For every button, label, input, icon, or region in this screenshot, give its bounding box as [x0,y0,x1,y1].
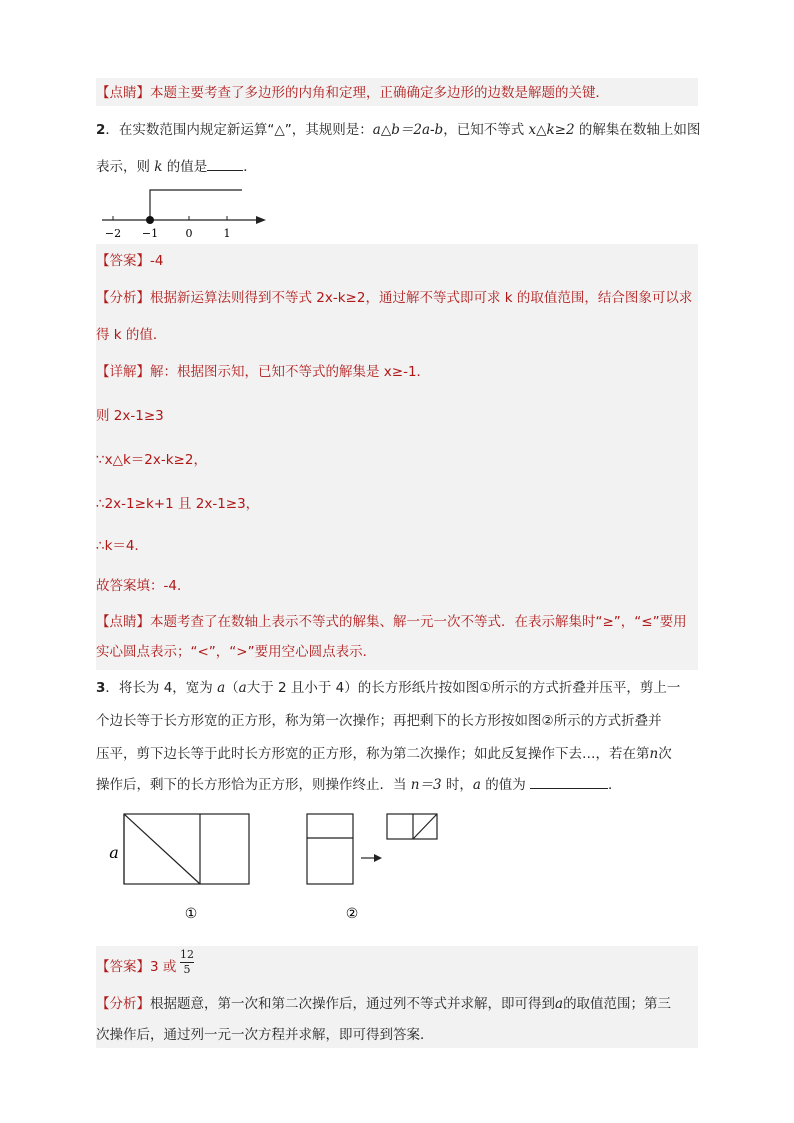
q2-text-c: 的解集在数轴上如图 [574,122,701,138]
analysis2-text1: 根据新运算法则得到不等式 2x-k≥2，通过解不等式即可求 k 的取值范围，结合图象可以求 [150,290,693,306]
analysis3-text-b: 的取值范围；第三 [563,996,672,1012]
q2-text-end: ． [243,159,257,175]
q2-text-b: ，已知不等式 [443,122,529,138]
q3-line3 [96,745,672,763]
ans2-value: -4 [150,253,164,269]
arrow-icon [374,854,382,862]
detail2-line [96,363,430,381]
q3-var-a: a [238,680,247,696]
note2-line1 [96,613,687,631]
tick-label: −1 [141,227,159,240]
ans3-line [96,958,176,976]
tick-label: −2 [104,227,122,240]
q3-text-c: 大于 2 且小于 4）的长方形纸片按如图①所示的方式折叠并压平，剪上一 [246,680,681,696]
q3-number: 3 [96,680,106,696]
analysis2-line1 [96,289,692,307]
detail2-text: 解：根据图示知，已知不等式的解集是 x≥-1． [150,364,431,380]
figure-2 [300,806,450,926]
number-line-figure [96,180,276,242]
ans3-tag: 【答案】 [96,959,150,975]
step-line: 故答案填：-4． [96,578,191,594]
q2-number: 2 [96,122,106,138]
note1-tag: 【点睛】 [96,85,150,101]
q3-line2: 个边长等于长方形宽的正方形，称为第一次操作；再把剩下的长方形按如图②所示的方式折叠并 [96,713,662,729]
fig1-caption: ① [184,906,198,922]
note1-body: 本题主要考查了多边形的内角和定理，正确确定多边形的边数是解题的关键． [150,85,609,101]
q3-text-f: 操作后，剩下的长方形恰为正方形，则操作终止．当 [96,777,411,793]
analysis3-tag: 【分析】 [96,996,150,1012]
note2-text1: 本题考查了在数轴上表示不等式的解集、解一元一次不等式．在表示解集时“≥”，“≤”要用 [150,614,687,630]
figure-1 [100,806,260,926]
q2-text-d: 表示，则 [96,159,155,175]
q3-text-a: ．将长为 4，宽为 [105,680,218,696]
ans3-text: 3 或 [150,959,177,975]
q3-var-n: n [649,746,659,762]
analysis3-text-a: 根据题意，第一次和第二次操作后，通过列不等式并求解，即可得到 [150,996,555,1012]
q3-text-end: ． [608,777,622,793]
q2-text-a: ．在实数范围内规定新运算“△”，其规则是： [105,122,373,138]
q2-inequality: x△k≥2 [528,122,575,138]
analysis3-line1 [96,995,671,1013]
q2-line2 [96,158,257,176]
q3-n-equals: n＝3 [410,777,442,793]
step-line: ∴k＝4． [96,538,148,554]
solution-ray [150,190,242,220]
q3-answer-blank [530,788,608,789]
fraction-numerator: 12 [180,948,194,961]
step-line: ∴2x-1≥k+1 且 2x-1≥3， [96,496,260,512]
fig2-caption: ② [345,906,359,922]
q3-line1 [96,679,680,697]
q3-text-g: 时， [441,777,473,793]
q2-answer-blank [207,170,243,171]
note1-text [96,84,609,102]
step-line: ∵x△k＝2x-k≥2， [96,452,207,468]
q3-var-a: a [472,777,481,793]
q2-text-e: 的值是 [162,159,208,175]
analysis3-var-a: a [555,996,564,1012]
q3-text-d: 压平，剪下边长等于此时长方形宽的正方形，称为第二次操作；如此反复操作下去…，若在第 [96,746,650,762]
ans2-tag: 【答案】 [96,253,150,269]
tick-label: 1 [223,227,231,240]
q3-text-e: 次 [658,746,672,762]
q2-rule: a△b＝2a-b [372,122,444,138]
ans2-line [96,252,163,270]
ans3-fraction [180,948,194,977]
axis-arrow [256,216,266,224]
q2-k: k [154,159,163,175]
q3-var-a: a [217,680,226,696]
note2-line2: 实心圆点表示；“<”，“>”要用空心圆点表示． [96,644,377,660]
step-line: 则 2x-1≥3 [96,408,164,424]
q3-text-b: （ [225,680,239,696]
fraction-denominator: 5 [183,963,191,976]
solid-point [146,216,154,224]
analysis2-line2: 得 k 的值． [96,327,167,343]
fig1-label-a: a [109,843,119,862]
q2-line1 [96,121,700,139]
q3-text-h: 的值为 [480,777,531,793]
q3-line4 [96,776,622,794]
tick-label: 0 [185,227,193,240]
note2-tag: 【点睛】 [96,614,150,630]
analysis3-line2: 次操作后，通过列一元一次方程并求解，即可得到答案． [96,1027,434,1043]
detail2-tag: 【详解】 [96,364,150,380]
analysis2-tag: 【分析】 [96,290,150,306]
